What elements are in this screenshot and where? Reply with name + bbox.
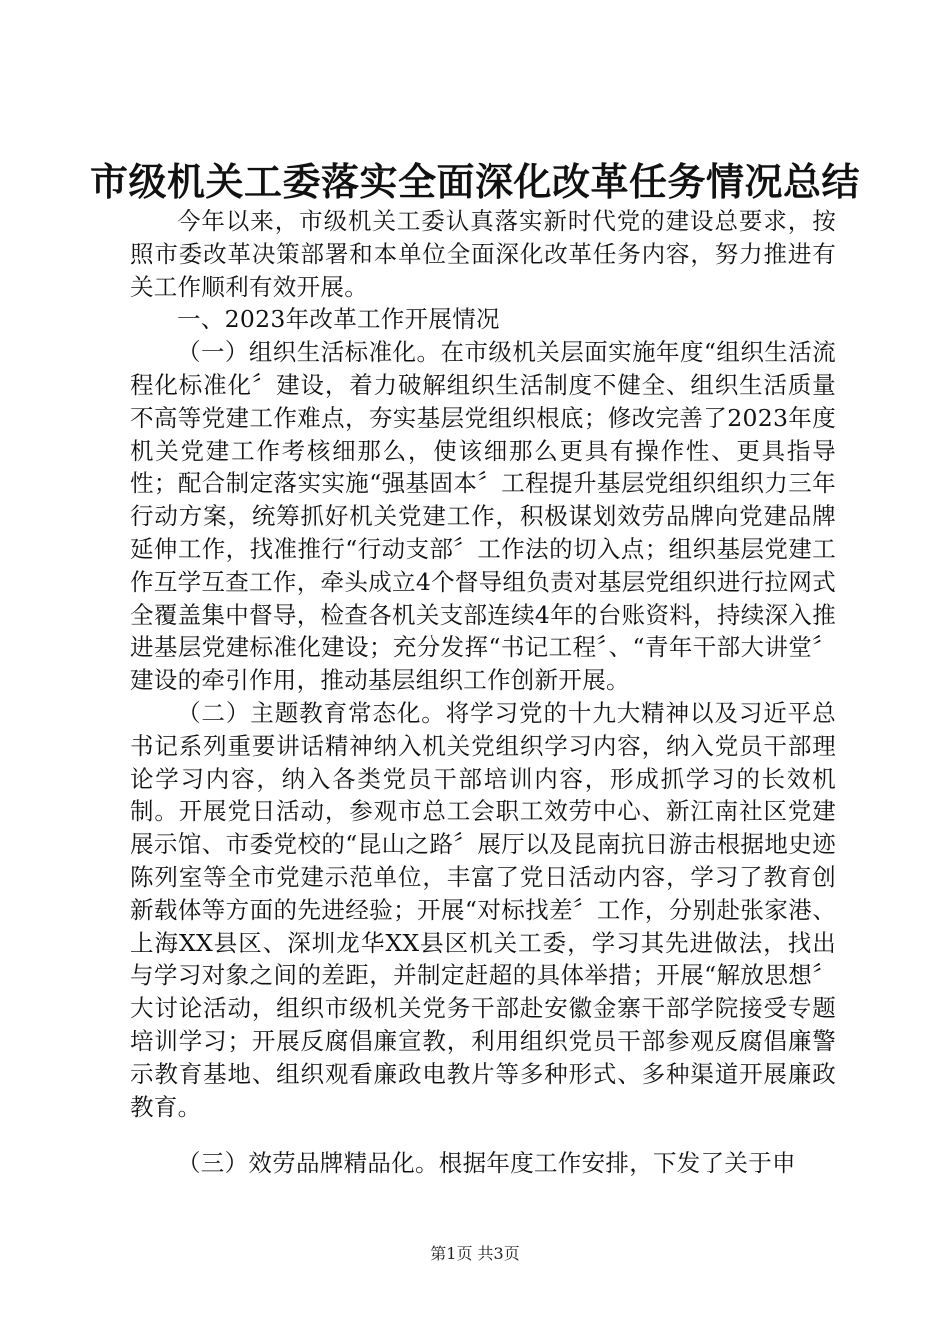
section-heading: 一、2023年改革工作开展情况 [177,305,500,334]
paragraph-education: （二）主题教育常态化。将学习党的十九大精神以及习近平总书记系列重要讲话精神纳入机关党组织学习内容，纳入党员干部理论学习内容，纳入各类党员干部培训内容，形成抓学习的长效机制。开展党日活动，参观市总工会职工效劳中心、新江南社区党建展示馆、市委党校的“昆山之路〞展厅以及昆南抗日游击根据地史迹陈列室等全市党建示范单位，丰富了党日活动内容，学习了教育创新载体等方面的先进经验；开展“对标找差〞工作，分别赴张家港、上海XX县区、深圳龙华XX县区机关工委，学习其先进做法，找出与学习对象之间的差距，并制定赶超的具体举措；开展“解放思想〞大讨论活动，组织市级机关党务干部赴安徽金寨干部学院接受专题培训学习；开展反腐倡廉宣教，利用组织党员干部参观反腐倡廉警示教育基地、组织观看廉政电教片等多种形式、多种渠道开展廉政教育。 [130,698,836,1121]
document-title: 市级机关工委落实全面深化改革任务情况总结 [89,159,860,204]
paragraph-service-brand: （三）效劳品牌精品化。根据年度工作安排，下发了关于申 [177,1149,796,1178]
document-body [130,205,836,1180]
paragraph-organization: （一）组织生活标准化。在市级机关层面实施年度“组织生活流程化标准化〞建设，着力破解组织生活制度不健全、组织生活质量不高等党建工作难点，夯实基层党组织根底；修改完善了2023年度机关党建工作考核细那么，使该细那么更具有操作性、更具指导性；配合制定落实实施“强基固本〞工程提升基层党组织组织力三年行动方案，统筹抓好机关党建工作，积极谋划效劳品牌向党建品牌延伸工作，找准推行“行动支部〞工作法的切入点；组织基层党建工作互学互查工作，牵头成立4个督导组负责对基层党组织进行拉网式全覆盖集中督导，检查各机关支部连续4年的台账资料，持续深入推进基层党建标准化建设；充分发挥“书记工程〞、“青年干部大讲堂〞建设的牵引作用，推动基层组织工作创新开展。 [130,338,836,695]
intro-paragraph: 今年以来，市级机关工委认真落实新时代党的建设总要求，按照市委改革决策部署和本单位全面深化改革任务内容，努力推进有关工作顺利有效开展。 [130,207,836,301]
page-footer: 第1页 共3页 [430,1244,520,1263]
